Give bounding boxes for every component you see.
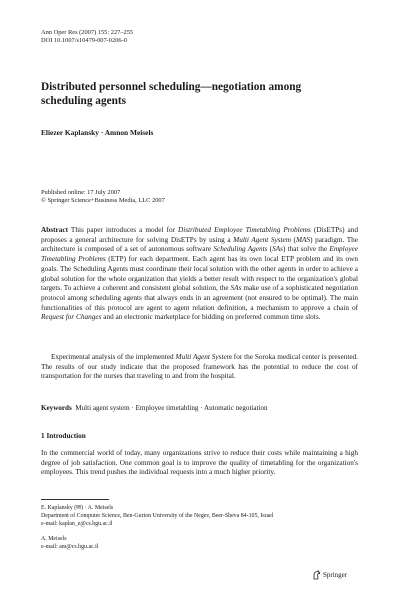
- published-date: Published online: 17 July 2007: [41, 189, 121, 196]
- keywords-label: Keywords: [41, 404, 72, 412]
- springer-horse-icon: [312, 570, 321, 580]
- footnote-author-2: A. Meisels: [41, 536, 67, 542]
- abstract-term: SAs: [230, 284, 242, 293]
- abstract-term: Request for Changes: [41, 313, 102, 322]
- abstract-term: SAs: [272, 245, 283, 254]
- abstract-text: ) paradigm. The architecture is composed of a set of autonomous software: [41, 235, 358, 254]
- abstract-term: MAS: [295, 235, 311, 244]
- footnote-affiliation: Department of Computer Science, Ben-Gurion University of the Negev, Beer-Sheva 84-105, Israel: [41, 513, 274, 519]
- abstract-term: Multi Agent System: [233, 235, 291, 244]
- doi: DOI 10.1007/s10479-007-0206-0: [41, 37, 127, 44]
- copyright: © Springer Science+Business Media, LLC 2007: [41, 197, 165, 204]
- abstract-text: (DisETPs) and proposes a general architecture for solving DisETPs by using a: [41, 226, 359, 244]
- title-line-2: scheduling agents: [41, 95, 127, 107]
- paper-title: [41, 80, 361, 108]
- section-heading: 1 Introduction: [41, 432, 86, 440]
- abstract-text: and an electronic marketplace for bidding on preferred common time slots.: [101, 313, 321, 322]
- abstract-text: (: [267, 245, 273, 254]
- abstract-label: Abstract: [41, 226, 68, 234]
- abstract-term: Multi Agent System: [175, 353, 232, 361]
- abstract-text: ) that solve the: [282, 245, 330, 254]
- abstract-text: for the Soroka medical center is presented. The results of our study indicate that the proposed framework has the potential to reduce the cost of transportation for the nurses that traveling to and from the hospital.: [41, 353, 358, 381]
- abstract-paragraph-2: [41, 353, 358, 382]
- abstract-term: Employee Timetabling Problems: [41, 245, 358, 264]
- authors: Eliezer Kaplansky · Amnon Meisels: [41, 128, 154, 137]
- footnote-email-1: e-mail: kaplan_e@cs.bgu.ac.il: [41, 521, 113, 527]
- abstract-text: (: [290, 235, 296, 244]
- title-line-1: Distributed personnel scheduling—negotiation among: [41, 81, 302, 93]
- footnote-authors: E. Kaplansky (✉) · A. Meisels: [41, 505, 114, 511]
- abstract-paragraph-1: [41, 226, 358, 323]
- footnote-divider: [41, 499, 109, 500]
- keywords-text: Multi agent system · Employee timetabling · Automatic negotiation: [75, 404, 268, 412]
- keywords: [41, 404, 358, 413]
- springer-wordmark: Springer: [323, 570, 348, 579]
- abstract-text: make use of a sophisticated negotiation protocol among scheduling agents that always ends in an agreement (not ensured to be optimal). The main functionalities of this protocol are agent to agent relation definition, a mechanism to approve a chain of: [41, 284, 359, 312]
- abstract-text: Experimental analysis of the implemented: [51, 353, 176, 361]
- abstract-text: This paper introduces a model for: [70, 226, 179, 234]
- springer-logo: [312, 570, 347, 580]
- footnote-email-2: e-mail: am@cs.bgu.ac.il: [41, 544, 99, 550]
- abstract-text: (ETP) for each department. Each agent has its own local ETP problem and its own goals. The Scheduling Agents must coordinate their local solution with the other agents in order to achieve a global solution for the whole organization that yields a better result with respect to the organization's global targets. To achieve a coherent and consistent global solution, the: [41, 255, 358, 293]
- introduction-paragraph: In the commercial world of today, many organizations strive to reduce their costs while maintaining a high degree of job satisfaction. One common goal is to improve the quality of timetabling for the organization's employees. This trend pushes the individual requests into a much higher priority.: [41, 449, 358, 477]
- journal-citation: Ann Oper Res (2007) 155: 227–255: [41, 29, 134, 36]
- abstract-term: Distributed Employee Timetabling Problems: [178, 226, 311, 234]
- abstract-term: Scheduling Agents: [213, 245, 268, 254]
